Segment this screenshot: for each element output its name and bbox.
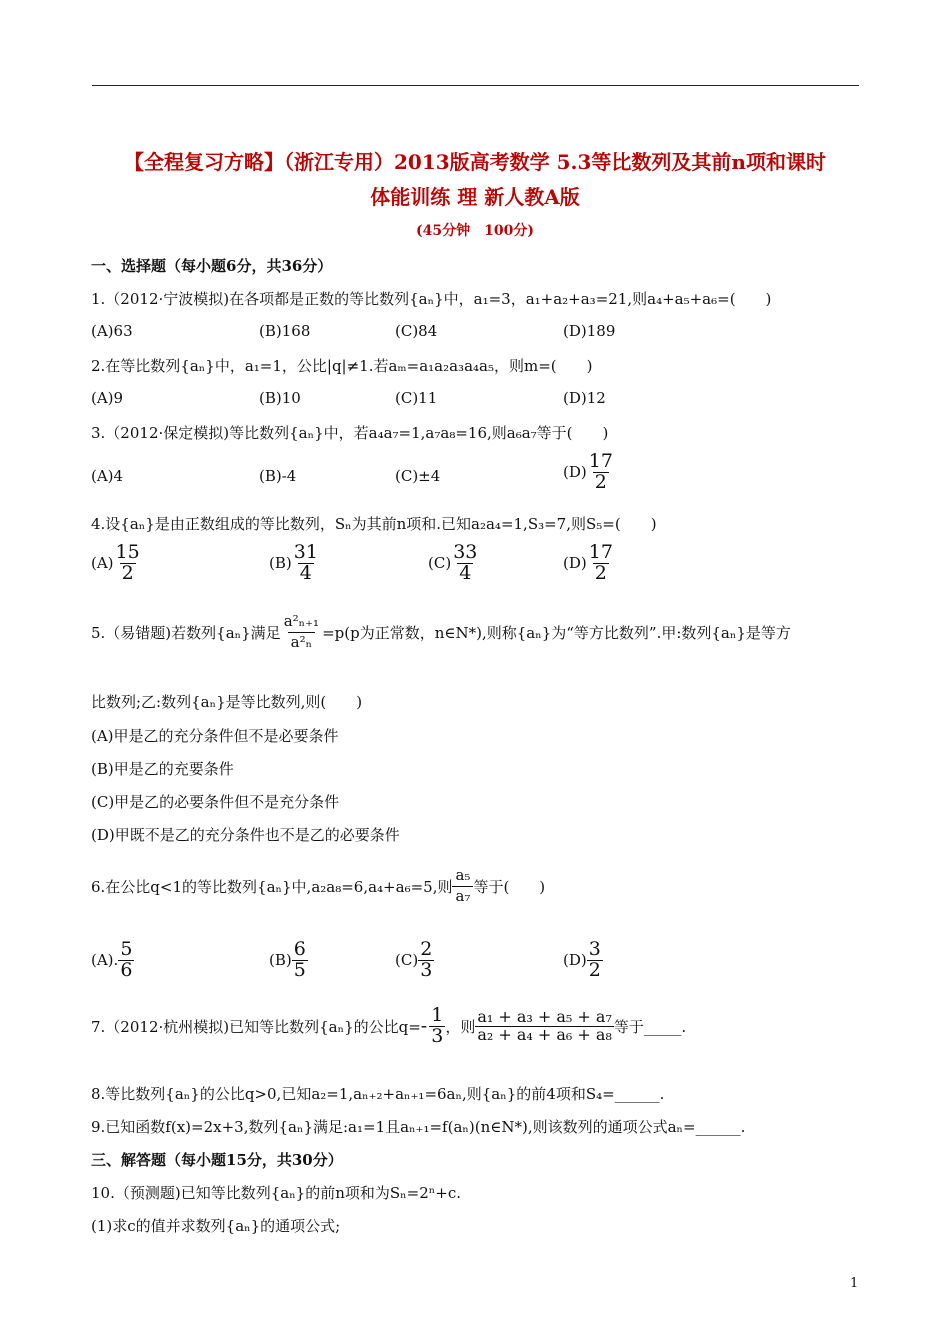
q1-option-d: (D)189 bbox=[563, 322, 616, 340]
fraction-denominator: 2 bbox=[121, 561, 134, 584]
q6-option-b bbox=[269, 940, 308, 981]
option-label: (B) bbox=[269, 554, 292, 573]
fraction-denominator: 4 bbox=[299, 561, 312, 584]
fraction-numerator: 15 bbox=[115, 541, 140, 563]
option-fraction bbox=[587, 940, 603, 981]
fraction-denominator: a₂ + a₄ + a₆ + a₈ bbox=[477, 1024, 612, 1044]
q2-option-a: (A)9 bbox=[91, 389, 124, 407]
question-8: 8.等比数列{aₙ}的公比q>0,已知a₂=1,aₙ₊₂+aₙ₊₁=6aₙ,则{aₙ}的前4项和S₄=______. bbox=[91, 1085, 665, 1103]
option-fraction bbox=[587, 543, 615, 584]
q4-option-c bbox=[428, 543, 479, 584]
fraction-numerator: 3 bbox=[588, 938, 601, 960]
fraction-denominator: 5 bbox=[293, 958, 306, 981]
q5-text-post: =p(p为正常数，n∈N*),则称{aₙ}为“等方比数列”.甲:数列{aₙ}是等方 bbox=[322, 623, 791, 642]
q4-option-d bbox=[563, 543, 615, 584]
q5-ratio-fraction bbox=[281, 612, 322, 652]
q6-text-post: 等于( ) bbox=[473, 877, 546, 896]
fraction-numerator: a²ₙ₊₁ bbox=[283, 612, 320, 630]
header-rule bbox=[92, 85, 859, 86]
q3-option-c: (C)±4 bbox=[395, 467, 441, 485]
fraction-denominator: 2 bbox=[588, 958, 601, 981]
option-label: (D) bbox=[563, 951, 587, 970]
question-10-part-1: (1)求c的值并求数列{aₙ}的通项公式; bbox=[91, 1217, 341, 1235]
q7-minus-sign: - bbox=[420, 1015, 428, 1038]
q5-option-d: (D)甲既不是乙的充分条件也不是乙的必要条件 bbox=[91, 826, 400, 844]
option-label: (D) bbox=[563, 554, 587, 573]
q6-option-d bbox=[563, 940, 603, 981]
option-label: (C) bbox=[395, 951, 419, 970]
fraction-numerator: 1 bbox=[431, 1004, 444, 1026]
doc-title-line2: 体能训练 理 新人教A版 bbox=[370, 185, 580, 209]
doc-subtitle: (45分钟 100分) bbox=[416, 223, 534, 239]
q5-option-a: (A)甲是乙的充分条件但不是必要条件 bbox=[91, 727, 339, 745]
q3-option-d-label: (D) bbox=[563, 463, 587, 482]
q3-option-d-fraction bbox=[587, 452, 615, 493]
q7-ratio-q-fraction bbox=[429, 1006, 445, 1047]
q7-text-mid: ，则 bbox=[445, 1017, 476, 1036]
question-1: 1.（2012·宁波模拟)在各项都是正数的等比数列{aₙ}中，a₁=3，a₁+a₂+a₃=21,则a₄+a₅+a₆=( ) bbox=[91, 290, 772, 308]
q7-text-pre: 7.（2012·杭州模拟)已知等比数列{aₙ}的公比q= bbox=[91, 1017, 421, 1036]
fraction-denominator: 2 bbox=[594, 470, 607, 493]
q3-option-b: (B)-4 bbox=[259, 467, 297, 485]
question-4: 4.设{aₙ}是由正数组成的等比数列，Sₙ为其前n项和.已知a₂a₄=1,S₃=7,则S₅=( ) bbox=[91, 515, 657, 533]
section-choice-title: 一、选择题（每小题6分，共36分） bbox=[91, 257, 333, 275]
q2-option-b: (B)10 bbox=[259, 389, 301, 407]
q5-text-pre: 5.（易错题)若数列{aₙ}满足 bbox=[91, 623, 281, 642]
option-label: (A). bbox=[91, 951, 119, 970]
fraction-numerator: 31 bbox=[293, 541, 318, 563]
fraction-denominator: 2 bbox=[594, 561, 607, 584]
fraction-denominator: 3 bbox=[431, 1024, 444, 1047]
q1-option-b: (B)168 bbox=[259, 322, 311, 340]
q4-option-a bbox=[91, 543, 142, 584]
question-6 bbox=[91, 866, 545, 906]
fraction-denominator: 3 bbox=[420, 958, 433, 981]
option-fraction bbox=[114, 543, 142, 584]
option-fraction bbox=[292, 940, 308, 981]
q6-text-pre: 6.在公比q<1的等比数列{aₙ}中,a₂a₈=6,a₄+a₆=5,则 bbox=[91, 877, 453, 896]
option-fraction bbox=[118, 940, 134, 981]
q2-option-d: (D)12 bbox=[563, 389, 606, 407]
q2-option-c: (C)11 bbox=[395, 389, 438, 407]
option-fraction bbox=[292, 543, 320, 584]
fraction-numerator: 2 bbox=[420, 938, 433, 960]
fraction-numerator: a₁ + a₃ + a₅ + a₇ bbox=[477, 1007, 612, 1027]
q1-option-c: (C)84 bbox=[395, 322, 438, 340]
option-label: (B) bbox=[269, 951, 292, 970]
q3-option-d bbox=[563, 452, 615, 493]
q4-option-b bbox=[269, 543, 320, 584]
question-5-line2: 比数列;乙:数列{aₙ}是等比数列,则( ) bbox=[91, 693, 363, 711]
q6-option-c bbox=[395, 940, 434, 981]
question-3: 3.（2012·保定模拟)等比数列{aₙ}中，若a₄a₇=1,a₇a₈=16,则a₆a₇等于( ) bbox=[91, 424, 609, 442]
question-10: 10.（预测题)已知等比数列{aₙ}的前n项和为Sₙ=2ⁿ+c. bbox=[91, 1184, 461, 1202]
section-answer-title: 三、解答题（每小题15分，共30分） bbox=[91, 1151, 343, 1169]
q1-option-a: (A)63 bbox=[91, 322, 133, 340]
question-5 bbox=[91, 612, 791, 652]
fraction-denominator: a₇ bbox=[452, 886, 473, 907]
q6-ratio-fraction bbox=[452, 866, 473, 906]
option-fraction bbox=[418, 940, 434, 981]
doc-title-line1: 【全程复习方略】（浙江专用）2013版高考数学 5.3等比数列及其前n项和课时 bbox=[124, 150, 826, 174]
fraction-denominator: 4 bbox=[459, 561, 472, 584]
fraction-numerator: a₅ bbox=[455, 866, 471, 884]
question-2: 2.在等比数列{aₙ}中，a₁=1，公比|q|≠1.若aₘ=a₁a₂a₃a₄a₅，则m=( ) bbox=[91, 357, 593, 375]
fraction-numerator: 6 bbox=[293, 938, 306, 960]
q7-sum-fraction bbox=[475, 1009, 614, 1044]
option-label: (A) bbox=[91, 554, 114, 573]
fraction-numerator: 17 bbox=[588, 541, 613, 563]
q5-option-c: (C)甲是乙的必要条件但不是充分条件 bbox=[91, 793, 340, 811]
question-7 bbox=[91, 1006, 686, 1047]
fraction-numerator: 33 bbox=[453, 541, 478, 563]
q7-text-post: 等于_____. bbox=[613, 1017, 687, 1036]
fraction-denominator: a²ₙ bbox=[288, 632, 315, 653]
fraction-numerator: 5 bbox=[120, 938, 133, 960]
question-9: 9.已知函数f(x)=2x+3,数列{aₙ}满足:a₁=1且aₙ₊₁=f(aₙ)(n∈N*),则该数列的通项公式aₙ=______. bbox=[91, 1118, 746, 1136]
page-number: 1 bbox=[850, 1276, 859, 1291]
q3-option-a: (A)4 bbox=[91, 467, 124, 485]
q5-option-b: (B)甲是乙的充要条件 bbox=[91, 760, 234, 778]
fraction-denominator: 6 bbox=[120, 958, 133, 981]
fraction-numerator: 17 bbox=[588, 450, 613, 472]
option-label: (C) bbox=[428, 554, 452, 573]
option-fraction bbox=[451, 543, 479, 584]
q6-option-a bbox=[91, 940, 134, 981]
